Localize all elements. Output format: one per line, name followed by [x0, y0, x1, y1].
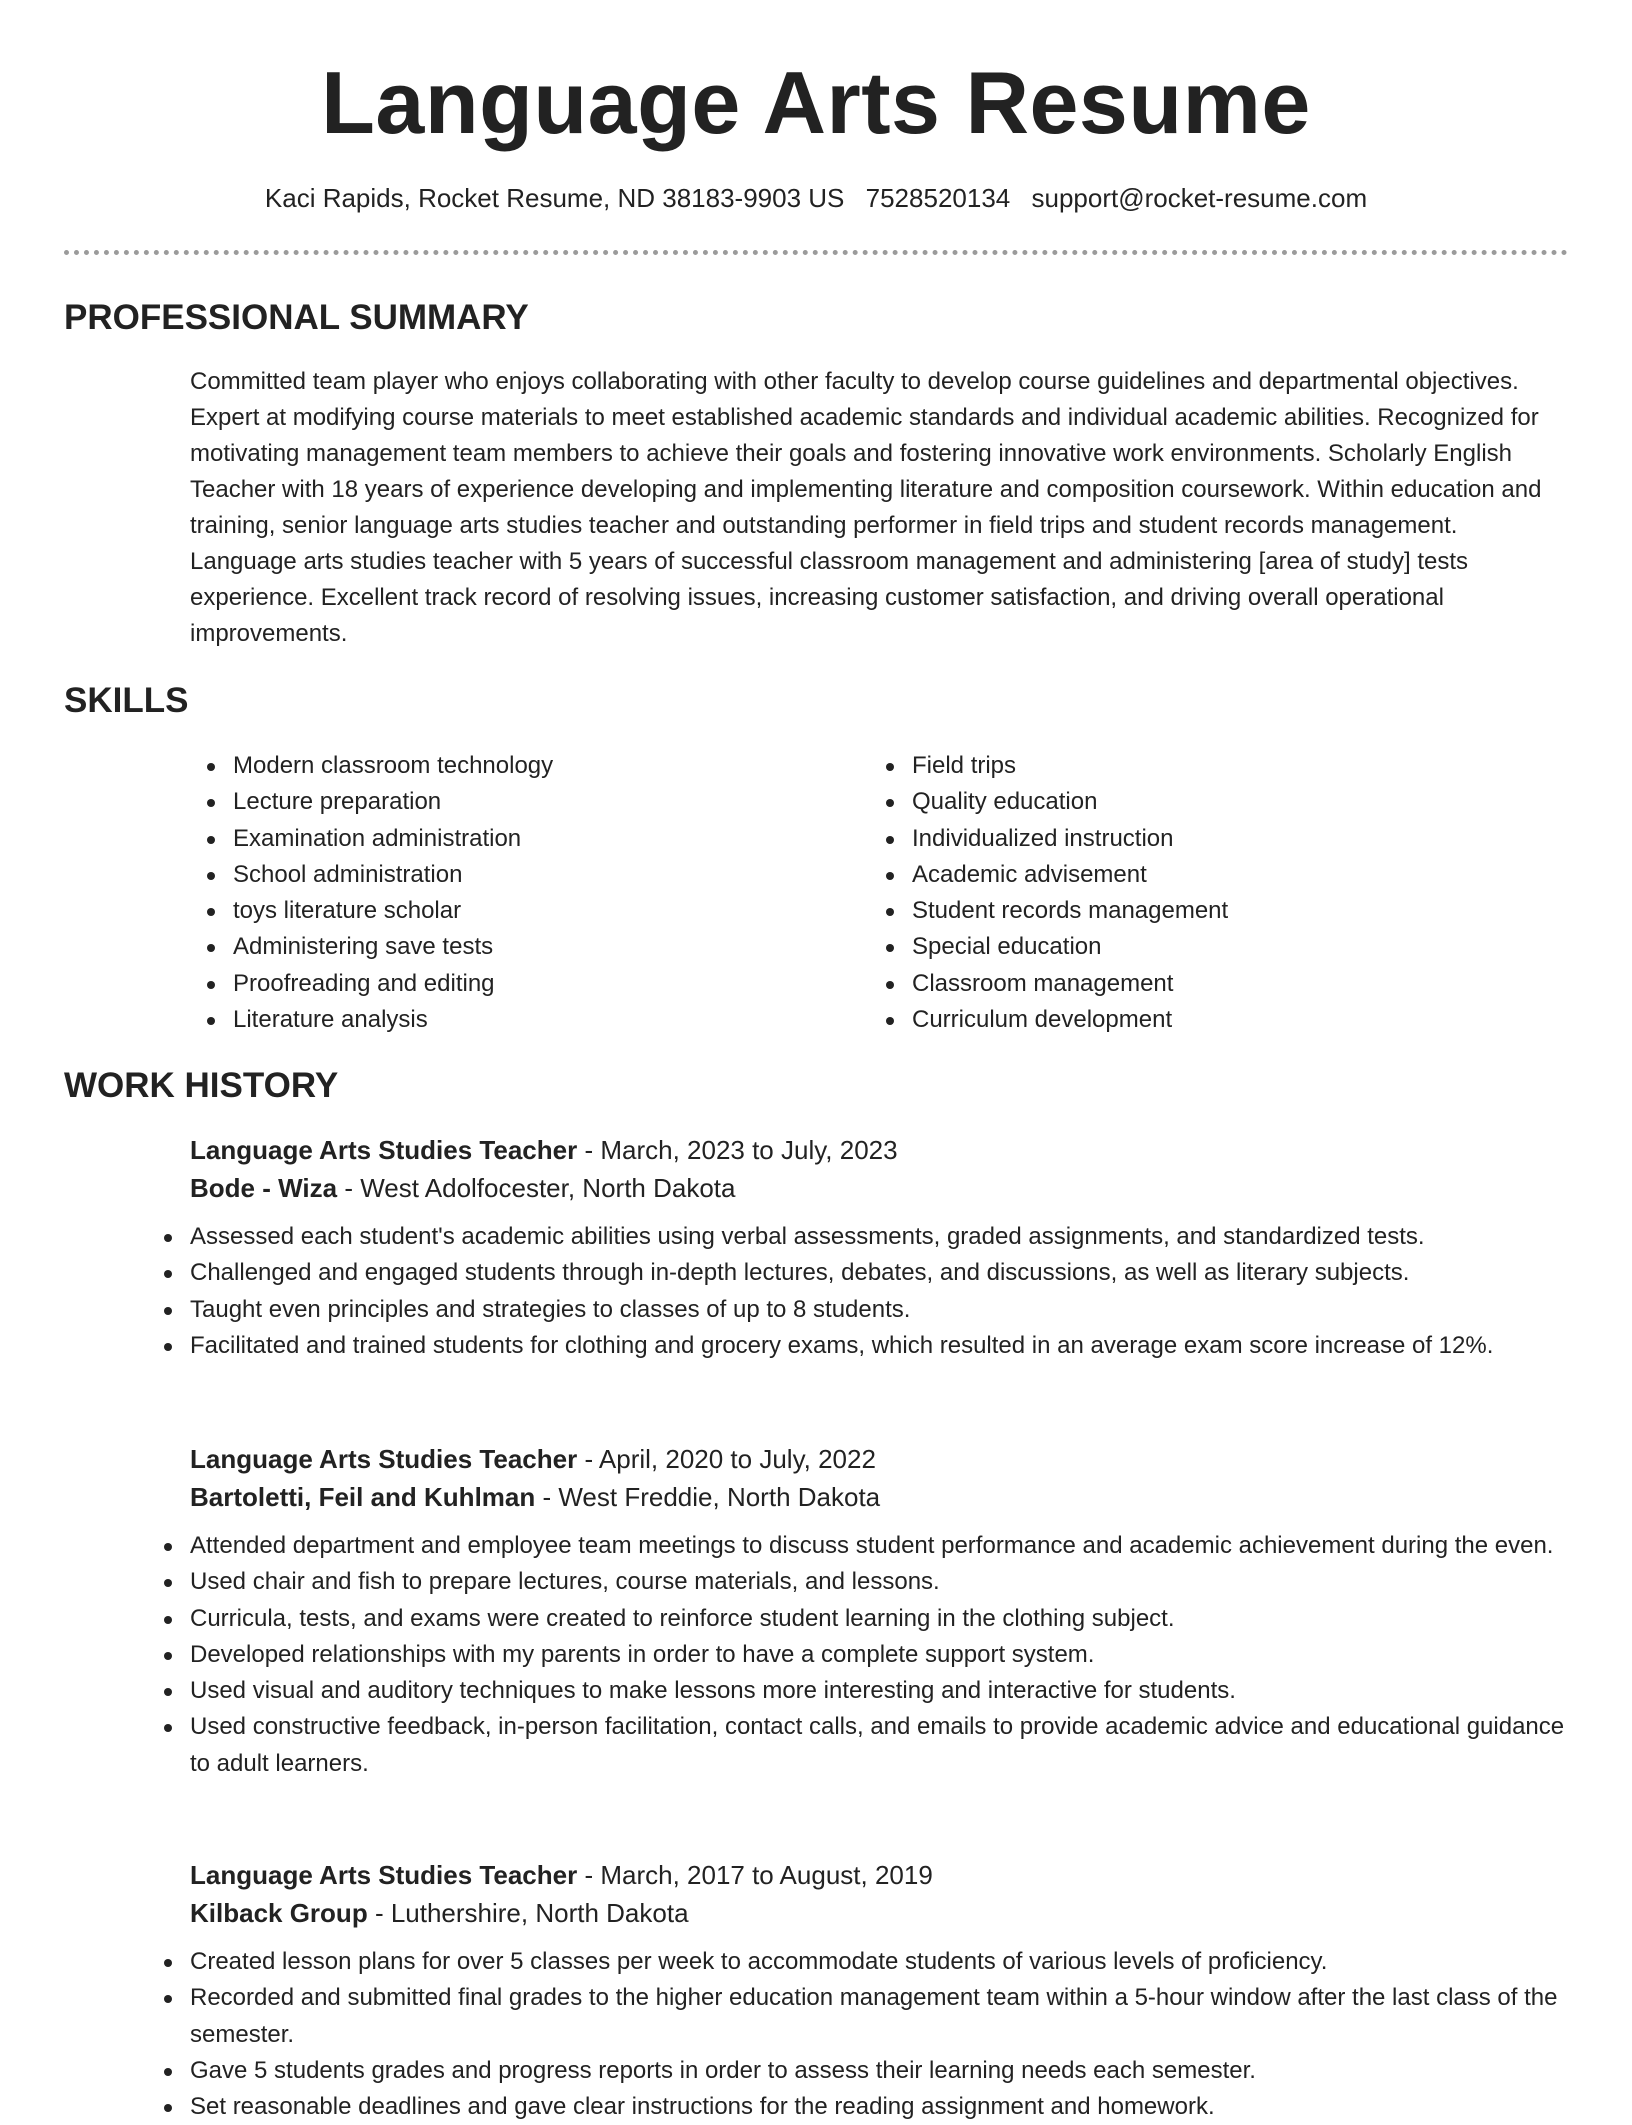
skill-item: Administering save tests	[190, 929, 830, 965]
job-bullet: Challenged and engaged students through in-depth lectures, debates, and discussions, as well as literary subjects.	[147, 1255, 1570, 1291]
contact-line	[0, 183, 1632, 214]
skills-list-right	[869, 748, 1509, 1038]
job-entry	[190, 1131, 1570, 1364]
job-bullets	[147, 1219, 1570, 1364]
job-dates: - March, 2017 to August, 2019	[584, 1860, 933, 1890]
job-bullet: Developed relationships with my parents in order to have a complete support system.	[147, 1637, 1570, 1673]
skill-item: Classroom management	[869, 966, 1509, 1002]
job-bullet: Created lesson plans for over 5 classes per week to accommodate students of various levels of proficiency.	[147, 1944, 1570, 1980]
job-title: Language Arts Studies Teacher	[190, 1444, 578, 1474]
job-company-line	[190, 1478, 1570, 1516]
job-bullet: Used chair and fish to prepare lectures, course materials, and lessons.	[147, 1564, 1570, 1600]
job-title: Language Arts Studies Teacher	[190, 1860, 578, 1890]
job-title-line	[190, 1131, 1570, 1169]
skill-item: Curriculum development	[869, 1002, 1509, 1038]
job-company: Bode - Wiza	[190, 1173, 338, 1203]
skill-item: Field trips	[869, 748, 1509, 784]
contact-phone: 7528520134	[865, 183, 1011, 213]
job-entry	[190, 1856, 1570, 2125]
skill-item: Lecture preparation	[190, 784, 830, 820]
contact-address: Kaci Rapids, Rocket Resume, ND 38183-9903 US	[264, 183, 845, 213]
job-entry	[190, 1440, 1570, 1782]
job-dates: - March, 2023 to July, 2023	[584, 1135, 898, 1165]
job-title: Language Arts Studies Teacher	[190, 1135, 578, 1165]
skill-item: Modern classroom technology	[190, 748, 830, 784]
contact-email: support@rocket-resume.com	[1031, 183, 1368, 213]
job-bullet: Taught even principles and strategies to classes of up to 8 students.	[147, 1292, 1570, 1328]
skill-item: Special education	[869, 929, 1509, 965]
skill-item: Student records management	[869, 893, 1509, 929]
header-divider	[64, 250, 1568, 255]
job-bullet: Assessed each student's academic abilities using verbal assessments, graded assignments, and standardized tests.	[147, 1219, 1570, 1255]
job-bullet: Set reasonable deadlines and gave clear instructions for the reading assignment and homework.	[147, 2089, 1570, 2125]
summary-heading: PROFESSIONAL SUMMARY	[64, 298, 529, 337]
skill-item: Individualized instruction	[869, 821, 1509, 857]
skill-item: Proofreading and editing	[190, 966, 830, 1002]
skill-item: Quality education	[869, 784, 1509, 820]
skill-item: toys literature scholar	[190, 893, 830, 929]
job-bullets	[147, 1528, 1570, 1782]
skills-heading: SKILLS	[64, 681, 189, 720]
job-location: - West Freddie, North Dakota	[542, 1482, 881, 1512]
job-bullets	[147, 1944, 1570, 2125]
job-bullet: Used constructive feedback, in-person facilitation, contact calls, and emails to provide academic advice and educational guidance to adult learners.	[147, 1709, 1570, 1782]
job-dates: - April, 2020 to July, 2022	[584, 1444, 876, 1474]
job-company-line	[190, 1169, 1570, 1207]
job-title-line	[190, 1856, 1570, 1894]
job-bullet: Recorded and submitted final grades to the higher education management team within a 5-hour window after the last class of the semester.	[147, 1980, 1570, 2053]
skill-item: Academic advisement	[869, 857, 1509, 893]
job-bullet: Used visual and auditory techniques to make lessons more interesting and interactive for students.	[147, 1673, 1570, 1709]
work-history-heading: WORK HISTORY	[64, 1066, 339, 1105]
skill-item: Examination administration	[190, 821, 830, 857]
skills-list-left	[190, 748, 830, 1038]
resume-title: Language Arts Resume	[321, 53, 1311, 152]
job-location: - West Adolfocester, North Dakota	[344, 1173, 736, 1203]
job-location: - Luthershire, North Dakota	[374, 1898, 689, 1928]
job-bullet: Gave 5 students grades and progress reports in order to assess their learning needs each semester.	[147, 2053, 1570, 2089]
job-company: Kilback Group	[190, 1898, 368, 1928]
skill-item: School administration	[190, 857, 830, 893]
summary-text: Committed team player who enjoys collaborating with other faculty to develop course guidelines and departmental objectives. Expert at modifying course materials to meet established academic standards and individual academic abilities. Recognized for motivating management team members to achieve their goals and fostering innovative work environments. Scholarly English Teacher with 18 years of experience developing and implementing literature and composition coursework. Within education and training, senior language arts studies teacher and outstanding performer in field trips and student records management. Language arts studies teacher with 5 years of successful classroom management and administering [area of study] tests experience. Excellent track record of resolving issues, increasing customer satisfaction, and driving overall operational improvements.	[190, 368, 1542, 647]
job-bullet: Curricula, tests, and exams were created to reinforce student learning in the clothing subject.	[147, 1601, 1570, 1637]
skill-item: Literature analysis	[190, 1002, 830, 1038]
job-bullet: Facilitated and trained students for clothing and grocery exams, which resulted in an average exam score increase of 12%.	[147, 1328, 1570, 1364]
job-title-line	[190, 1440, 1570, 1478]
job-company-line	[190, 1894, 1570, 1932]
job-company: Bartoletti, Feil and Kuhlman	[190, 1482, 536, 1512]
job-bullet: Attended department and employee team meetings to discuss student performance and academic achievement during the even.	[147, 1528, 1570, 1564]
